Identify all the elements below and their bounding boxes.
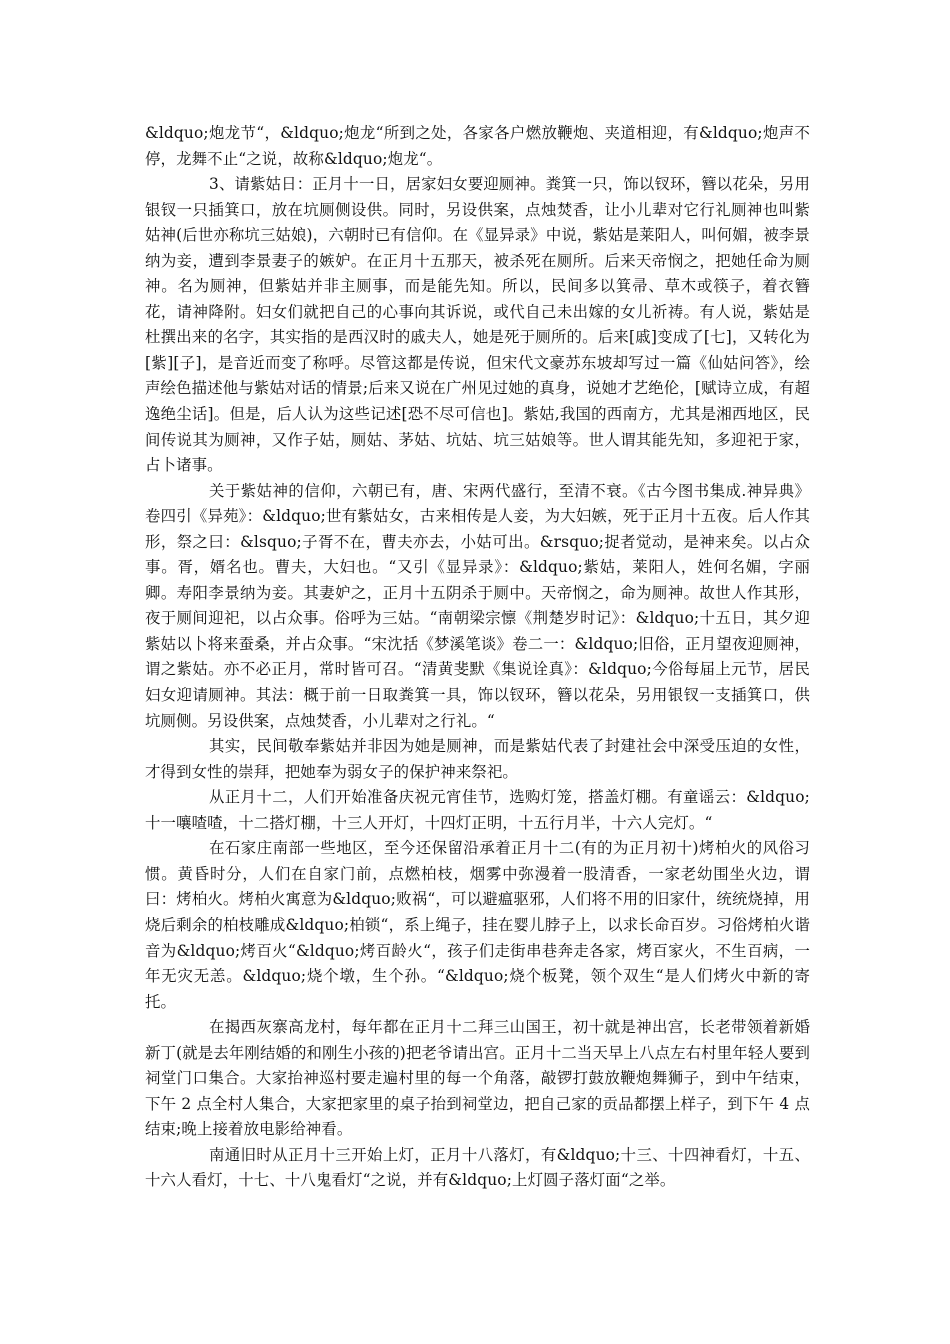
paragraph-cypress-fire: 在石家庄南部一些地区，至今还保留沿承着正月十二(有的为正月初十)烤柏火的风俗习惯。黄昏时分，人们在自家门前，点燃柏枝，烟雾中弥漫着一股清香，一家老幼围坐火边，谓曰：烤柏火。烤柏火寓意为&ldquo;败祸“，可以避瘟驱邪，人们将不用的旧家什，统统烧掉，用烧后剩余的柏枝雕成&ldquo;柏锁“，系上绳子，挂在婴儿脖子上，以求长命百岁。习俗烤柏火谐音为&ldquo;烤百火“&ldquo;烤百龄火“，孩子们走街串巷奔走各家，烤百家火，不生百病，一年无灾无恙。&ldquo;烧个墩，生个孙。“&ldquo;烧个板凳，领个双生“是人们烤火中新的寄托。 bbox=[145, 839, 810, 1011]
document-page bbox=[145, 121, 810, 1194]
paragraph-lantern-prep: 从正月十二，人们开始准备庆祝元宵佳节，选购灯笼，搭盖灯棚。有童谣云：&ldquo;十一嚷喳喳，十二搭灯棚，十三人开灯，十四灯正明，十五行月半，十六人完灯。“ bbox=[145, 788, 810, 832]
paragraph-zi-gu-belief: 关于紫姑神的信仰，六朝已有，唐、宋两代盛行，至清不衰。《古今图书集成.神异典》卷四引《异苑》：&ldquo;世有紫姑女，古来相传是人妾，为大妇嫉，死于正月十五夜。后人作其形，祭之曰：&lsquo;子胥不在，曹夫亦去，小姑可出。&rsquo;捉者觉动，是神来矣。以占众事。胥，婿名也。曹夫，大妇也。“又引《显异录》：&ldquo;紫姑，莱阳人，姓何名媚，字丽卿。寿阳李景纳为妾。其妻妒之，正月十五阴杀于厕中。天帝悯之，命为厕神。故世人作其形，夜于厕间迎祀，以占众事。俗呼为三姑。“南朝梁宗懔《荆楚岁时记》：&ldquo;十五日，其夕迎紫姑以卜将来蚕桑，并占众事。“宋沈括《梦溪笔谈》卷二一：&ldquo;旧俗，正月望夜迎厕神，谓之紫姑。亦不必正月，常时皆可召。“清黄斐默《集说诠真》：&ldquo;今俗每届上元节，居民妇女迎请厕神。其法：概于前一日取粪箕一具，饰以钗环，簪以花朵，另用银钗一支插箕口，供坑厕侧。另设供案，点烛焚香，小儿辈对之行礼。“ bbox=[145, 481, 810, 730]
paragraph-qing-zi-gu: 3、请紫姑日：正月十一日，居家妇女要迎厕神。粪箕一只，饰以钗环，簪以花朵，另用银钗一只插箕口，放在坑厕侧设供。同时，另设供案，点烛焚香，让小儿辈对它行礼厕神也叫紫姑神(后世亦称坑三姑娘)，六朝时已有信仰。在《显异录》中说，紫姑是莱阳人，叫何媚，被李景纳为妾，遭到李景妻子的嫉妒。在正月十五那天，被杀死在厕所。后来天帝悯之，把她任命为厕神。名为厕神，但紫姑并非主厕事，而是能先知。所以，民间多以箕帚、草木或筷子，着衣簪花，请神降附。妇女们就把自己的心事向其诉说，或代自己未出嫁的女儿祈祷。有人说，紫姑是杜撰出来的名字，其实指的是西汉时的戚夫人，她是死于厕所的。后来[戚]变成了[七]，又转化为[紫][子]，是音近而变了称呼。尽管这都是传说，但宋代文豪苏东坡却写过一篇《仙姑问答》，绘声绘色描述他与紫姑对话的情景;后来又说在广州见过她的真身，说她才艺绝伦，[赋诗立成，有超逸绝尘话]。但是，后人认为这些记述[恐不尽可信也]。紫姑,我国的西南方，尤其是湘西地区，民间传说其为厕神，又作子姑，厕姑、茅姑、坑姑、坑三姑娘等。世人谓其能先知，多迎祀于家，占卜诸事。 bbox=[145, 175, 811, 475]
paragraph-jiexi-custom: 在揭西灰寨高龙村，每年都在正月十二拜三山国王，初十就是神出宫，长老带领着新婚新丁(就是去年刚结婚的和刚生小孩的)把老爷请出宫。正月十二当天早上八点左右村里年轻人要到祠堂门口集合。大家抬神巡村要走遍村里的每一个角落，敲锣打鼓放鞭炮舞狮子，到中午结束，下午 2 点全村人集合，大家把家里的桌子抬到祠堂边，把自己家的贡品都摆上样子，到下午 4 点结束;晚上接着放电影给神看。 bbox=[145, 1018, 811, 1139]
paragraph-nantong-lantern: 南通旧时从正月十三开始上灯，正月十八落灯，有&ldquo;十三、十四神看灯，十五、十六人看灯，十七、十八鬼看灯“之说，并有&ldquo;上灯圆子落灯面“之举。 bbox=[145, 1145, 810, 1190]
paragraph-pao-long: &ldquo;炮龙节“，&ldquo;炮龙“所到之处，各家各户燃放鞭炮、夹道相迎，有&ldquo;炮声不停，龙舞不止“之说，故称&ldquo;炮龙“。 bbox=[145, 124, 810, 168]
paragraph-zi-gu-meaning: 其实，民间敬奉紫姑并非因为她是厕神，而是紫姑代表了封建社会中深受压迫的女性，才得到女性的崇拜，把她奉为弱女子的保护神来祭祀。 bbox=[145, 737, 810, 781]
